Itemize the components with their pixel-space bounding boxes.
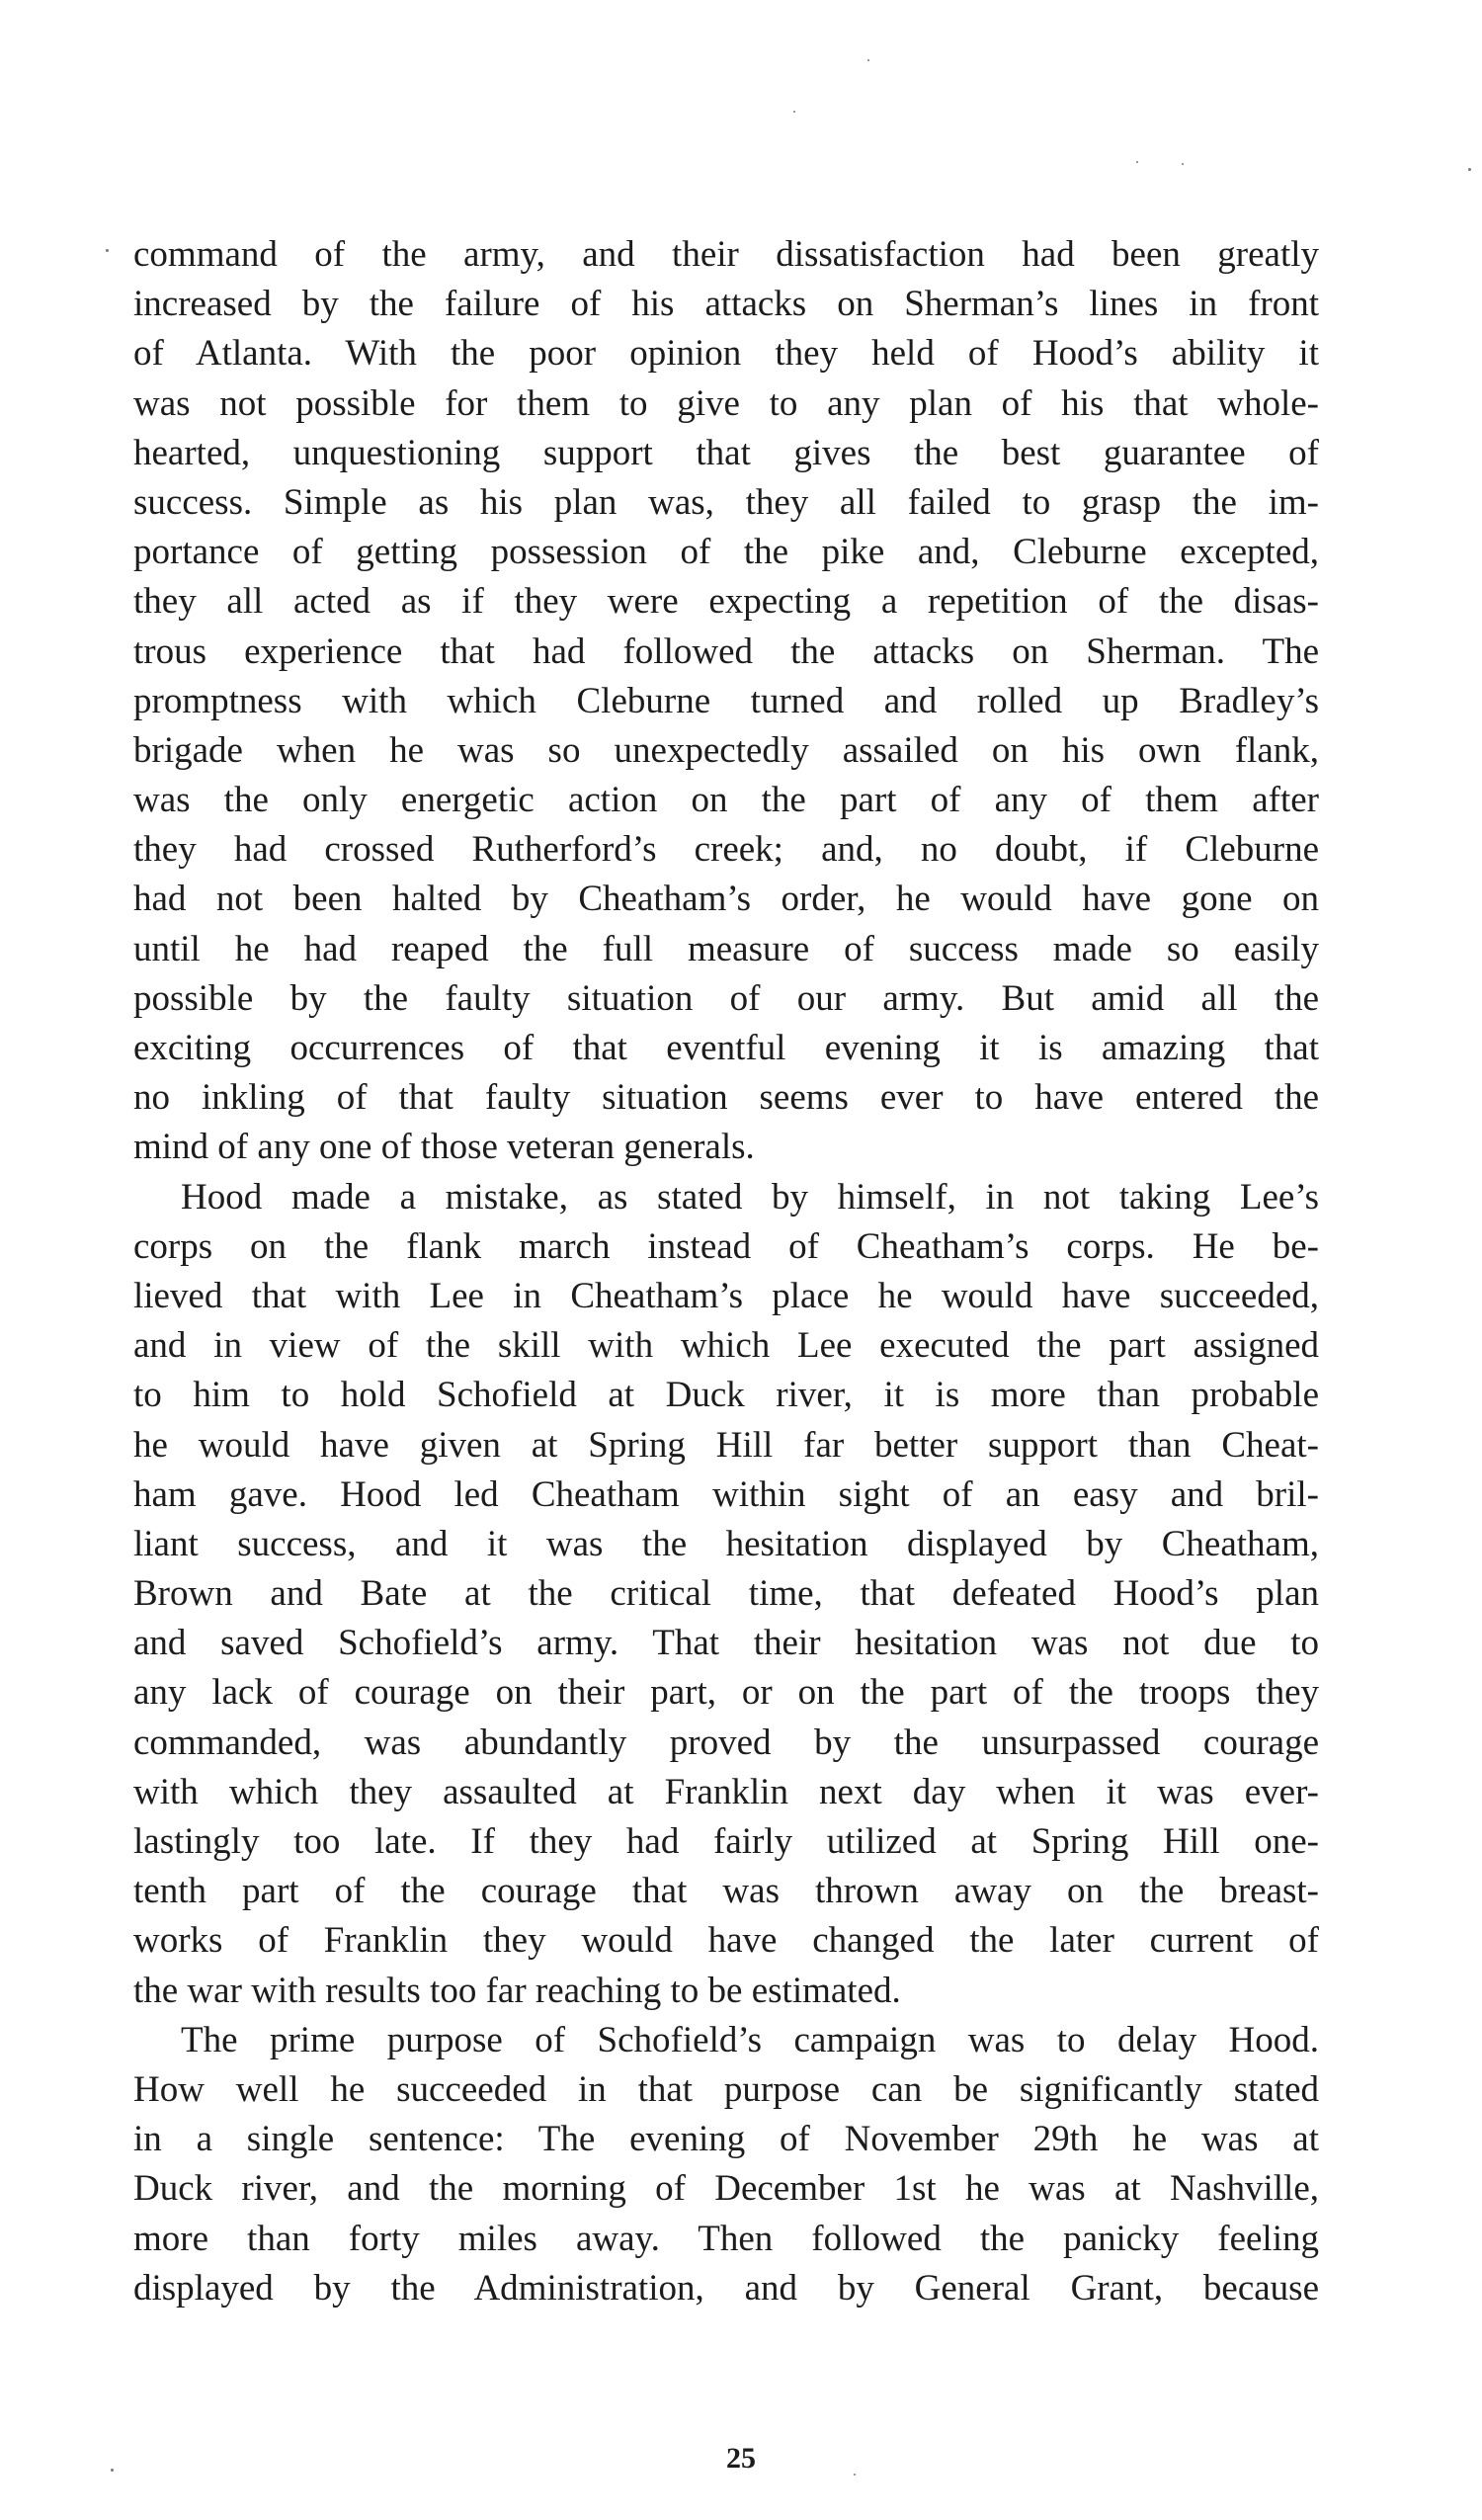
text-line: corps on the flank march instead of Cheatham’s corps. He be- [133,1225,1319,1267]
text-line: of Atlanta. With the poor opinion they held of Hood’s ability it [133,333,1319,375]
text-line: success. Simple as his plan was, they all failed to grasp the im- [133,481,1319,523]
text-line: increased by the failure of his attacks on Sherman’s lines in front [133,284,1319,325]
text-line: lieved that with Lee in Cheatham’s place he would have succeeded, [133,1275,1319,1316]
text-line: tenth part of the courage that was thrown away on the breast- [133,1871,1319,1912]
text-line: displayed by the Administration, and by General Grant, because [133,2267,1319,2309]
scan-speck [1136,161,1138,163]
text-line: Hood made a mistake, as stated by himself, in not taking Lee’s [181,1176,1319,1218]
text-line: liant success, and it was the hesitation displayed by Cheatham, [133,1523,1319,1564]
text-line: they all acted as if they were expecting a repetition of the disas- [133,581,1319,623]
scan-speck [1182,163,1184,165]
text-line: exciting occurrences of that eventful evening it is amazing that [133,1028,1319,1068]
text-line: and in view of the skill with which Lee executed the part assigned [133,1325,1319,1367]
text-line: in a single sentence: The evening of November 29th he was at [133,2119,1319,2160]
scan-speck [854,2474,856,2476]
text-line: How well he succeeded in that purpose can be significantly stated [133,2068,1319,2110]
paragraph-2 [133,1173,1319,2016]
text-line: The prime purpose of Schofield’s campaign was to delay Hood. [181,2019,1319,2060]
scan-speck [793,111,795,113]
text-line: promptness with which Cleburne turned and rolled up Bradley’s [133,680,1319,721]
text-line: commanded, was abundantly proved by the unsurpassed courage [133,1722,1319,1763]
scan-speck [1468,168,1471,171]
paragraph-1 [133,230,1319,1173]
text-line: works of Franklin they would have changed the later current of [133,1920,1319,1962]
text-line: more than forty miles away. Then followed the panicky feeling [133,2218,1319,2259]
text-line: was the only energetic action on the part of any of them after [133,780,1319,821]
text-line: no inkling of that faulty situation seems ever to have entered the [133,1077,1319,1119]
text-line: was not possible for them to give to any plan of his that whole- [133,382,1319,424]
text-line: Duck river, and the morning of December 1st he was at Nashville, [133,2168,1319,2210]
text-line: any lack of courage on their part, or on the part of the troops they [133,1672,1319,1714]
text-line: possible by the faulty situation of our army. But amid all the [133,977,1319,1019]
text-line: he would have given at Spring Hill far better support than Cheat- [133,1424,1319,1466]
text-line: to him to hold Schofield at Duck river, it is more than probable [133,1375,1319,1416]
text-line: lastingly too late. If they had fairly utilized at Spring Hill one- [133,1821,1319,1862]
paragraph-3 [133,2016,1319,2313]
text-line: the war with results too far reaching to be estimated. [133,1970,901,2011]
text-line: until he had reaped the full measure of success made so easily [133,928,1319,969]
text-line: command of the army, and their dissatisfaction had been greatly [133,234,1319,275]
text-line: ham gave. Hood led Cheatham within sight of an easy and bril- [133,1473,1319,1515]
text-line: portance of getting possession of the pike and, Cleburne excepted, [133,532,1319,573]
text-line: mind of any one of those veteran generals. [133,1127,755,1168]
scan-speck [111,2469,114,2472]
page-number: 25 [726,2442,756,2475]
text-line: Brown and Bate at the critical time, that defeated Hood’s plan [133,1573,1319,1615]
text-line: with which they assaulted at Franklin next day when it was ever- [133,1771,1319,1812]
text-line: hearted, unquestioning support that gives the best guarantee of [133,432,1319,473]
body-text [133,230,1319,2313]
text-line: had not been halted by Cheatham’s order, he would have gone on [133,879,1319,920]
text-line: trous experience that had followed the attacks on Sherman. The [133,630,1319,672]
text-line: and saved Schofield’s army. That their hesitation was not due to [133,1623,1319,1664]
scan-speck [106,249,109,252]
text-line: brigade when he was so unexpectedly assailed on his own flank, [133,729,1319,771]
scan-speck [867,59,869,61]
text-line: they had crossed Rutherford’s creek; and, no doubt, if Cleburne [133,829,1319,871]
